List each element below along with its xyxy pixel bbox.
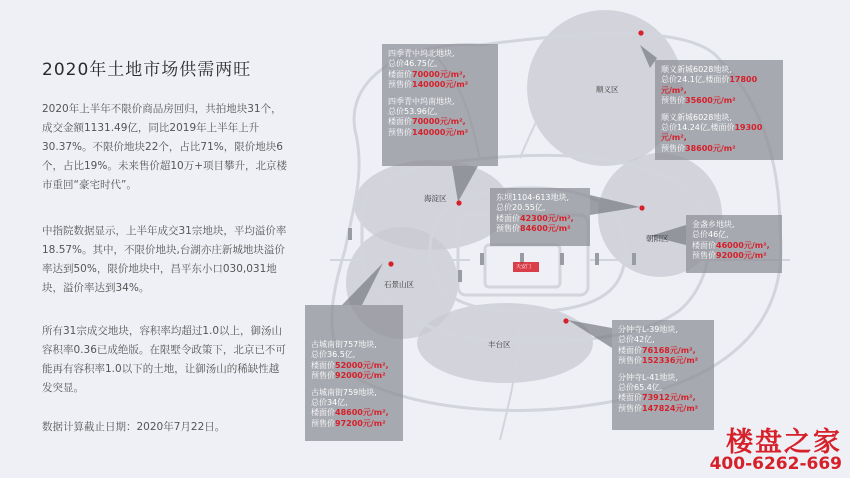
sale-label: 预售价: [692, 251, 716, 261]
parcel-name: 四季青中坞南地块,: [388, 96, 455, 106]
info-box-siji: [382, 44, 498, 166]
floor-value: 73912元/m²,: [642, 393, 696, 403]
data-date-note: 数据计算截止日期：2020年7月22日。: [42, 421, 226, 433]
sale-value: 140000元/m²: [412, 80, 469, 90]
parcel-floor-price: [388, 70, 492, 80]
sale-value: 84600元/m²: [520, 224, 571, 234]
brand-name: 楼盘之家: [726, 427, 842, 458]
sale-value: 35600元/m²: [685, 96, 736, 106]
district-label-haidian: 海淀区: [424, 194, 447, 203]
sale-label: 预售价: [388, 127, 412, 137]
district-label-shijingshan: 石景山区: [384, 280, 414, 289]
paragraph-1: 2020年上半年不限价商品房回归，共拍地块31个，成交金额1131.49亿，同比2019年上半年上升30.37%。不限价地块22个，占比71%，限价地块6个，占比19%。未来售价超10万+项目攀升，北京楼市重回“豪宅时代”。: [42, 103, 287, 191]
parcel-gucheng-757: [311, 340, 397, 382]
parcel-floor-price: [618, 393, 708, 403]
sale-value: 147824元/m²: [642, 403, 699, 413]
sale-value: 140000元/m²: [412, 127, 469, 137]
parcel-name: 分钟寺L-41地块,: [618, 372, 678, 382]
parcel-total-floor: [661, 75, 777, 96]
floor-label: 楼面价: [710, 123, 735, 133]
parcel-sale-price: [311, 419, 397, 429]
floor-label: 楼面价: [618, 393, 642, 403]
floor-label: 楼面价: [496, 213, 520, 223]
parcel-name: 金盏乡地块,: [692, 220, 735, 229]
sale-value: 97200元/m²: [335, 418, 386, 428]
sale-label: 预售价: [661, 143, 685, 153]
parcel-sale-price: [618, 356, 708, 366]
parcel-total-floor: [661, 123, 777, 144]
parcel-total: 总价20.55亿,: [496, 203, 546, 213]
sale-label: 预售价: [618, 403, 642, 413]
sale-label: 预售价: [661, 96, 685, 106]
parcel-floor-price: [311, 408, 397, 418]
parcel-gucheng-759: [311, 388, 397, 430]
floor-label: 楼面价: [311, 408, 335, 418]
parcel-sale-price: [661, 144, 777, 154]
sale-value: 92000元/m²: [716, 251, 767, 261]
parcel-total: 总价24.1亿,: [661, 75, 706, 85]
info-box-shunyi: [655, 60, 783, 160]
parcel-total: 总价36.5亿,: [311, 350, 356, 360]
parcel-sale-price: [311, 371, 397, 381]
floor-value: 19300元/m²,: [661, 123, 763, 143]
floor-label: 楼面价: [705, 75, 730, 85]
parcel-dongba: [496, 193, 584, 235]
parcel-floor-price: [692, 241, 776, 251]
parcel-total: 总价46.75亿,: [388, 59, 438, 69]
parcel-fenzhongsi-l41: [618, 373, 708, 415]
info-box-fenzhongsi: [612, 320, 714, 430]
sale-value: 92000元/m²: [335, 371, 386, 381]
floor-value: 70000元/m²,: [412, 69, 466, 79]
parcel-name: 顺义新城6028地块,: [661, 112, 732, 122]
parcel-name: 东坝1104-613地块,: [496, 193, 570, 202]
floor-value: 17800元/m²,: [661, 75, 758, 95]
floor-value: 42300元/m²,: [520, 213, 574, 223]
floor-label: 楼面价: [618, 345, 642, 355]
parcel-total: 总价65.4亿,: [618, 383, 663, 393]
floor-value: 52000元/m²,: [335, 360, 389, 370]
sale-label: 预售价: [496, 224, 520, 234]
sale-label: 预售价: [311, 371, 335, 381]
parcel-name: 四季青中坞北地块,: [388, 49, 455, 58]
parcel-sale-price: [388, 80, 492, 90]
paragraph-3: 所有31宗成交地块，容积率均超过1.0以上，御汤山容积率0.36已成绝版。在限墅令政策下，北京已不可能再有容积率1.0以下的土地，让御汤山的稀缺性越发突显。: [42, 325, 286, 394]
sale-value: 38600元/m²: [685, 143, 736, 153]
district-label-fengtai: 丰台区: [488, 340, 511, 349]
parcel-floor-price: [388, 117, 492, 127]
parcel-sale-price: [388, 128, 492, 138]
parcel-sale-price: [661, 96, 777, 106]
parcel-name: 分钟寺L-39地块,: [618, 325, 678, 334]
parcel-total: 总价53.96亿,: [388, 107, 438, 117]
parcel-floor-price: [618, 346, 708, 356]
parcel-floor-price: [496, 214, 584, 224]
floor-value: 46000元/m²,: [716, 240, 770, 250]
parcel-sale-price: [496, 224, 584, 234]
page-title: 2020年土地市场供需两旺: [42, 60, 252, 80]
parcel-siji-south: [388, 97, 492, 139]
floor-label: 楼面价: [311, 360, 335, 370]
floor-value: 76168元/m²,: [642, 345, 696, 355]
sale-value: 152336元/m²: [642, 356, 699, 366]
center-label: 天安门: [516, 264, 532, 270]
floor-label: 楼面价: [388, 117, 412, 127]
parcel-shunyi-2: [661, 113, 777, 155]
parcel-total: 总价14.24亿,: [661, 123, 711, 133]
sale-label: 预售价: [311, 418, 335, 428]
parcel-sale-price: [618, 404, 708, 414]
parcel-name: 古城南街759地块,: [311, 387, 377, 397]
parcel-total: 总价34亿,: [311, 398, 348, 408]
sale-label: 预售价: [618, 356, 642, 366]
sale-label: 预售价: [388, 80, 412, 90]
brand-phone: 400-6262-669: [709, 454, 842, 474]
floor-label: 楼面价: [388, 69, 412, 79]
parcel-sale-price: [692, 251, 776, 261]
parcel-fenzhongsi-l39: [618, 325, 708, 367]
parcel-total: 总价42亿,: [618, 335, 655, 345]
parcel-jinzhan: [692, 220, 776, 262]
floor-value: 70000元/m²,: [412, 117, 466, 127]
parcel-floor-price: [311, 361, 397, 371]
parcel-siji-north: [388, 49, 492, 91]
parcel-name: 顺义新城6028地块,: [661, 65, 732, 74]
paragraph-2: 中指院数据显示，上半年成交31宗地块，平均溢价率18.57%。其中，不限价地块,台湖亦庄新城地块溢价率达到50%，限价地块中，昌平东小口030,031地块，溢价率达到34%。: [42, 225, 287, 294]
district-label-chaoyang: 朝阳区: [646, 234, 669, 243]
info-box-gucheng: [305, 305, 403, 441]
parcel-total: 总价46亿,: [692, 230, 729, 240]
parcel-shunyi-1: [661, 65, 777, 107]
info-box-dongba: [490, 188, 590, 246]
info-box-jinzhan: [686, 215, 782, 273]
floor-value: 48600元/m²,: [335, 408, 389, 418]
floor-label: 楼面价: [692, 240, 716, 250]
district-label-shunyi: 顺义区: [596, 85, 619, 94]
parcel-name: 古城南街757地块,: [311, 340, 377, 349]
